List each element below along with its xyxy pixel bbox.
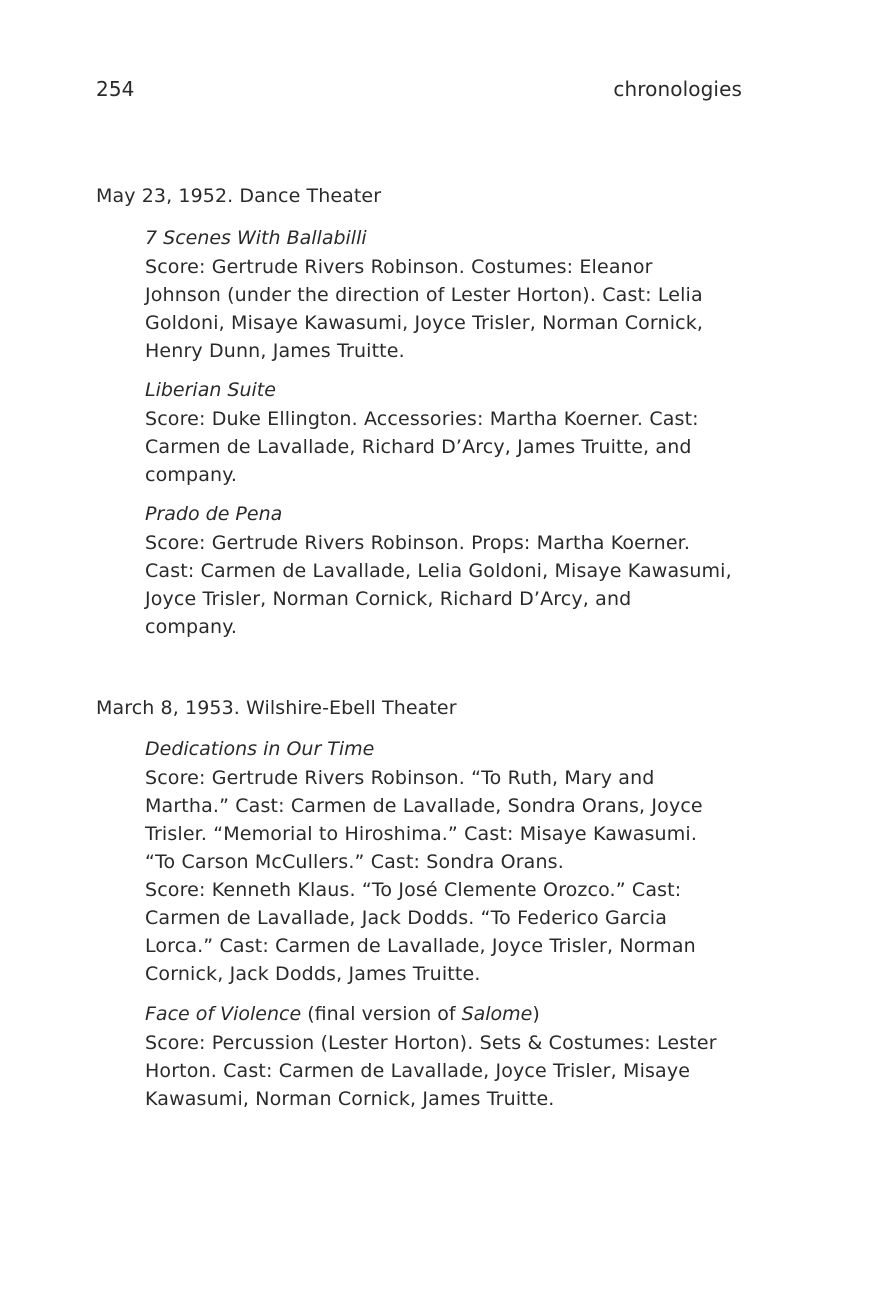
work-item — [145, 1000, 776, 1113]
work-credit-line: Henry Dunn, James Truitte. — [145, 340, 405, 362]
work-credit-line: Cast: Carmen de Lavallade, Lelia Goldoni, Misaye Kawasumi, — [145, 560, 732, 582]
work-title: Dedications in Our Time — [145, 738, 375, 760]
work-title-line — [145, 1000, 776, 1029]
work-credit-line: Carmen de Lavallade, Jack Dodds. “To Federico Garcia — [145, 907, 668, 929]
work-credit-line: “To Carson McCullers.” Cast: Sondra Orans. — [145, 851, 564, 873]
entry-heading: May 23, 1952. Dance Theater — [96, 185, 382, 207]
work-item — [145, 500, 776, 641]
entry-heading: March 8, 1953. Wilshire-Ebell Theater — [96, 697, 457, 719]
work-credit-line: Score: Gertrude Rivers Robinson. Props: Martha Koerner. — [145, 532, 691, 554]
work-credit-line: company. — [145, 616, 238, 638]
work-credit-line: Score: Duke Ellington. Accessories: Martha Koerner. Cast: — [145, 408, 699, 430]
running-head — [96, 74, 742, 104]
work-credit-line: Horton. Cast: Carmen de Lavallade, Joyce Trisler, Misaye — [145, 1060, 691, 1082]
work-credit-line: Johnson (under the direction of Lester Horton). Cast: Lelia — [145, 284, 703, 306]
work-credit-line: Cornick, Jack Dodds, James Truitte. — [145, 963, 481, 985]
work-credit-line: company. — [145, 464, 238, 486]
work-credit-line: Score: Kenneth Klaus. “To José Clemente Orozco.” Cast: — [145, 879, 682, 901]
work-credit-line: Kawasumi, Norman Cornick, James Truitte. — [145, 1088, 555, 1110]
running-head-section: chronologies — [613, 77, 742, 101]
work-credit-line: Martha.” Cast: Carmen de Lavallade, Sondra Orans, Joyce — [145, 795, 703, 817]
work-title-note-end: ) — [532, 1003, 540, 1025]
chronology-entry — [96, 182, 776, 641]
work-title-note: (final version of — [301, 1003, 462, 1025]
work-title: Face of Violence — [145, 1003, 302, 1025]
work-title: Prado de Pena — [145, 503, 283, 525]
page-number: 254 — [96, 77, 135, 101]
work-credit-line: Score: Percussion (Lester Horton). Sets & Costumes: Lester — [145, 1032, 717, 1054]
work-item — [145, 224, 776, 365]
work-credit-line: Joyce Trisler, Norman Cornick, Richard D’Arcy, and — [145, 588, 632, 610]
work-item — [145, 735, 776, 988]
work-title: Liberian Suite — [145, 379, 276, 401]
chronology-entry — [96, 694, 776, 1113]
work-credit-line: Lorca.” Cast: Carmen de Lavallade, Joyce Trisler, Norman — [145, 935, 696, 957]
work-item — [145, 376, 776, 489]
work-credit-line: Carmen de Lavallade, Richard D’Arcy, James Truitte, and — [145, 436, 692, 458]
work-credit-line: Goldoni, Misaye Kawasumi, Joyce Trisler, Norman Cornick, — [145, 312, 704, 334]
work-credit-line: Score: Gertrude Rivers Robinson. “To Ruth, Mary and — [145, 767, 655, 789]
work-credit-line: Trisler. “Memorial to Hiroshima.” Cast: Misaye Kawasumi. — [145, 823, 698, 845]
work-title: 7 Scenes With Ballabilli — [145, 227, 367, 249]
works-list — [96, 735, 776, 1113]
works-list — [96, 224, 776, 641]
work-credit-line: Score: Gertrude Rivers Robinson. Costumes: Eleanor — [145, 256, 653, 278]
work-title-note-italic: Salome — [461, 1003, 533, 1025]
